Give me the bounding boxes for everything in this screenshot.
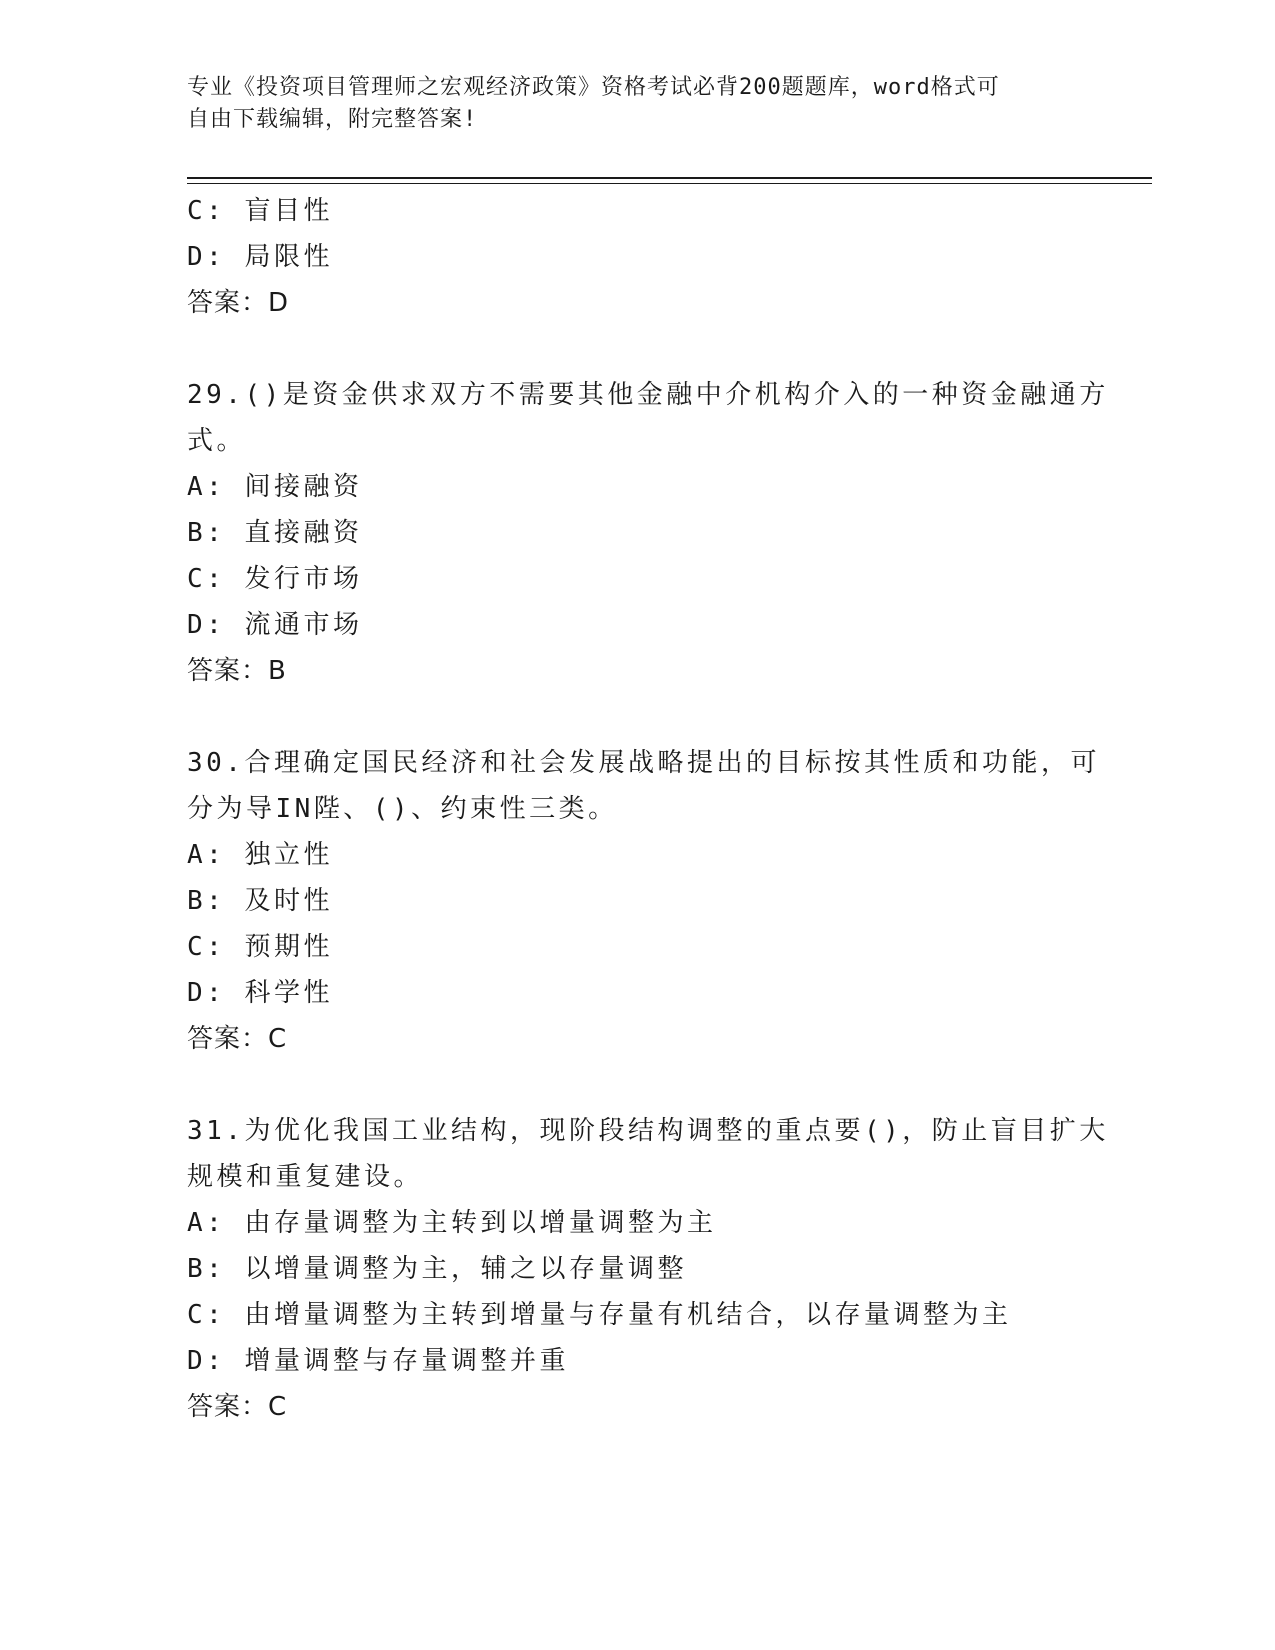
- option-label: A:: [187, 1208, 226, 1238]
- option-a: [187, 464, 1087, 510]
- option-text: 由存量调整为主转到以增量调整为主: [244, 1208, 717, 1238]
- header-line-1: 专业《投资项目管理师之宏观经济政策》资格考试必背200题题库，word格式可: [187, 75, 1000, 100]
- answer-line: 答案：B: [187, 656, 287, 686]
- option-label: A:: [187, 472, 226, 502]
- question-stem-line-1: 29.()是资金供求双方不需要其他金融中介机构介入的一种资金融通方: [187, 380, 1109, 410]
- option-c: [187, 924, 1087, 970]
- option-label: A:: [187, 840, 226, 870]
- header-divider-thin: [187, 183, 1152, 184]
- question-31: [187, 1108, 1109, 1430]
- option-label: D:: [187, 1346, 226, 1376]
- question-30: [187, 740, 1100, 1062]
- option-a: [187, 832, 1087, 878]
- option-b: [187, 510, 1087, 556]
- question-content: [187, 188, 1109, 1430]
- option-c: [187, 1292, 1087, 1338]
- option-label: B:: [187, 518, 226, 548]
- question-stem-line-1: 30.合理确定国民经济和社会发展战略提出的目标按其性质和功能，可: [187, 748, 1100, 778]
- partial-question: [187, 188, 1087, 326]
- question-stem-line-2: 规模和重复建设。: [187, 1162, 424, 1192]
- question-stem-line-1: 31.为优化我国工业结构，现阶段结构调整的重点要()，防止盲目扩大: [187, 1116, 1109, 1146]
- option-label: B:: [187, 1254, 226, 1284]
- option-label: C:: [187, 932, 226, 962]
- option-text: 预期性: [244, 932, 333, 962]
- option-d: [187, 234, 1087, 280]
- header-divider-thick: [187, 177, 1152, 179]
- option-text: 发行市场: [244, 564, 363, 594]
- answer-line: 答案：C: [187, 1392, 288, 1422]
- option-text: 流通市场: [244, 610, 363, 640]
- option-label: D:: [187, 242, 226, 272]
- question-stem-line-2: 式。: [187, 426, 247, 456]
- option-label: C:: [187, 196, 226, 226]
- option-text: 局限性: [244, 242, 333, 272]
- option-d: [187, 1338, 1087, 1384]
- option-text: 增量调整与存量调整并重: [244, 1346, 569, 1376]
- option-a: [187, 1200, 1087, 1246]
- document-header: [187, 72, 1067, 136]
- option-text: 及时性: [244, 886, 333, 916]
- option-label: D:: [187, 610, 226, 640]
- spacer: [187, 326, 1087, 372]
- question-stem-line-2: 分为导IN陛、()、约束性三类。: [187, 794, 618, 824]
- option-b: [187, 878, 1087, 924]
- question-29: [187, 372, 1109, 694]
- option-d: [187, 602, 1087, 648]
- spacer: [187, 1062, 1087, 1108]
- option-text: 由增量调整为主转到增量与存量有机结合，以存量调整为主: [244, 1300, 1012, 1330]
- option-text: 直接融资: [244, 518, 363, 548]
- option-label: C:: [187, 564, 226, 594]
- option-label: B:: [187, 886, 226, 916]
- option-c: [187, 556, 1087, 602]
- option-label: C:: [187, 1300, 226, 1330]
- option-text: 盲目性: [244, 196, 333, 226]
- option-d: [187, 970, 1087, 1016]
- option-label: D:: [187, 978, 226, 1008]
- answer-line: 答案：C: [187, 1024, 288, 1054]
- option-text: 以增量调整为主，辅之以存量调整: [244, 1254, 687, 1284]
- option-text: 科学性: [244, 978, 333, 1008]
- option-c: [187, 188, 1087, 234]
- option-text: 独立性: [244, 840, 333, 870]
- option-text: 间接融资: [244, 472, 363, 502]
- option-b: [187, 1246, 1087, 1292]
- answer-line: 答案：D: [187, 288, 290, 318]
- header-line-2: 自由下载编辑，附完整答案!: [187, 107, 478, 132]
- spacer: [187, 694, 1087, 740]
